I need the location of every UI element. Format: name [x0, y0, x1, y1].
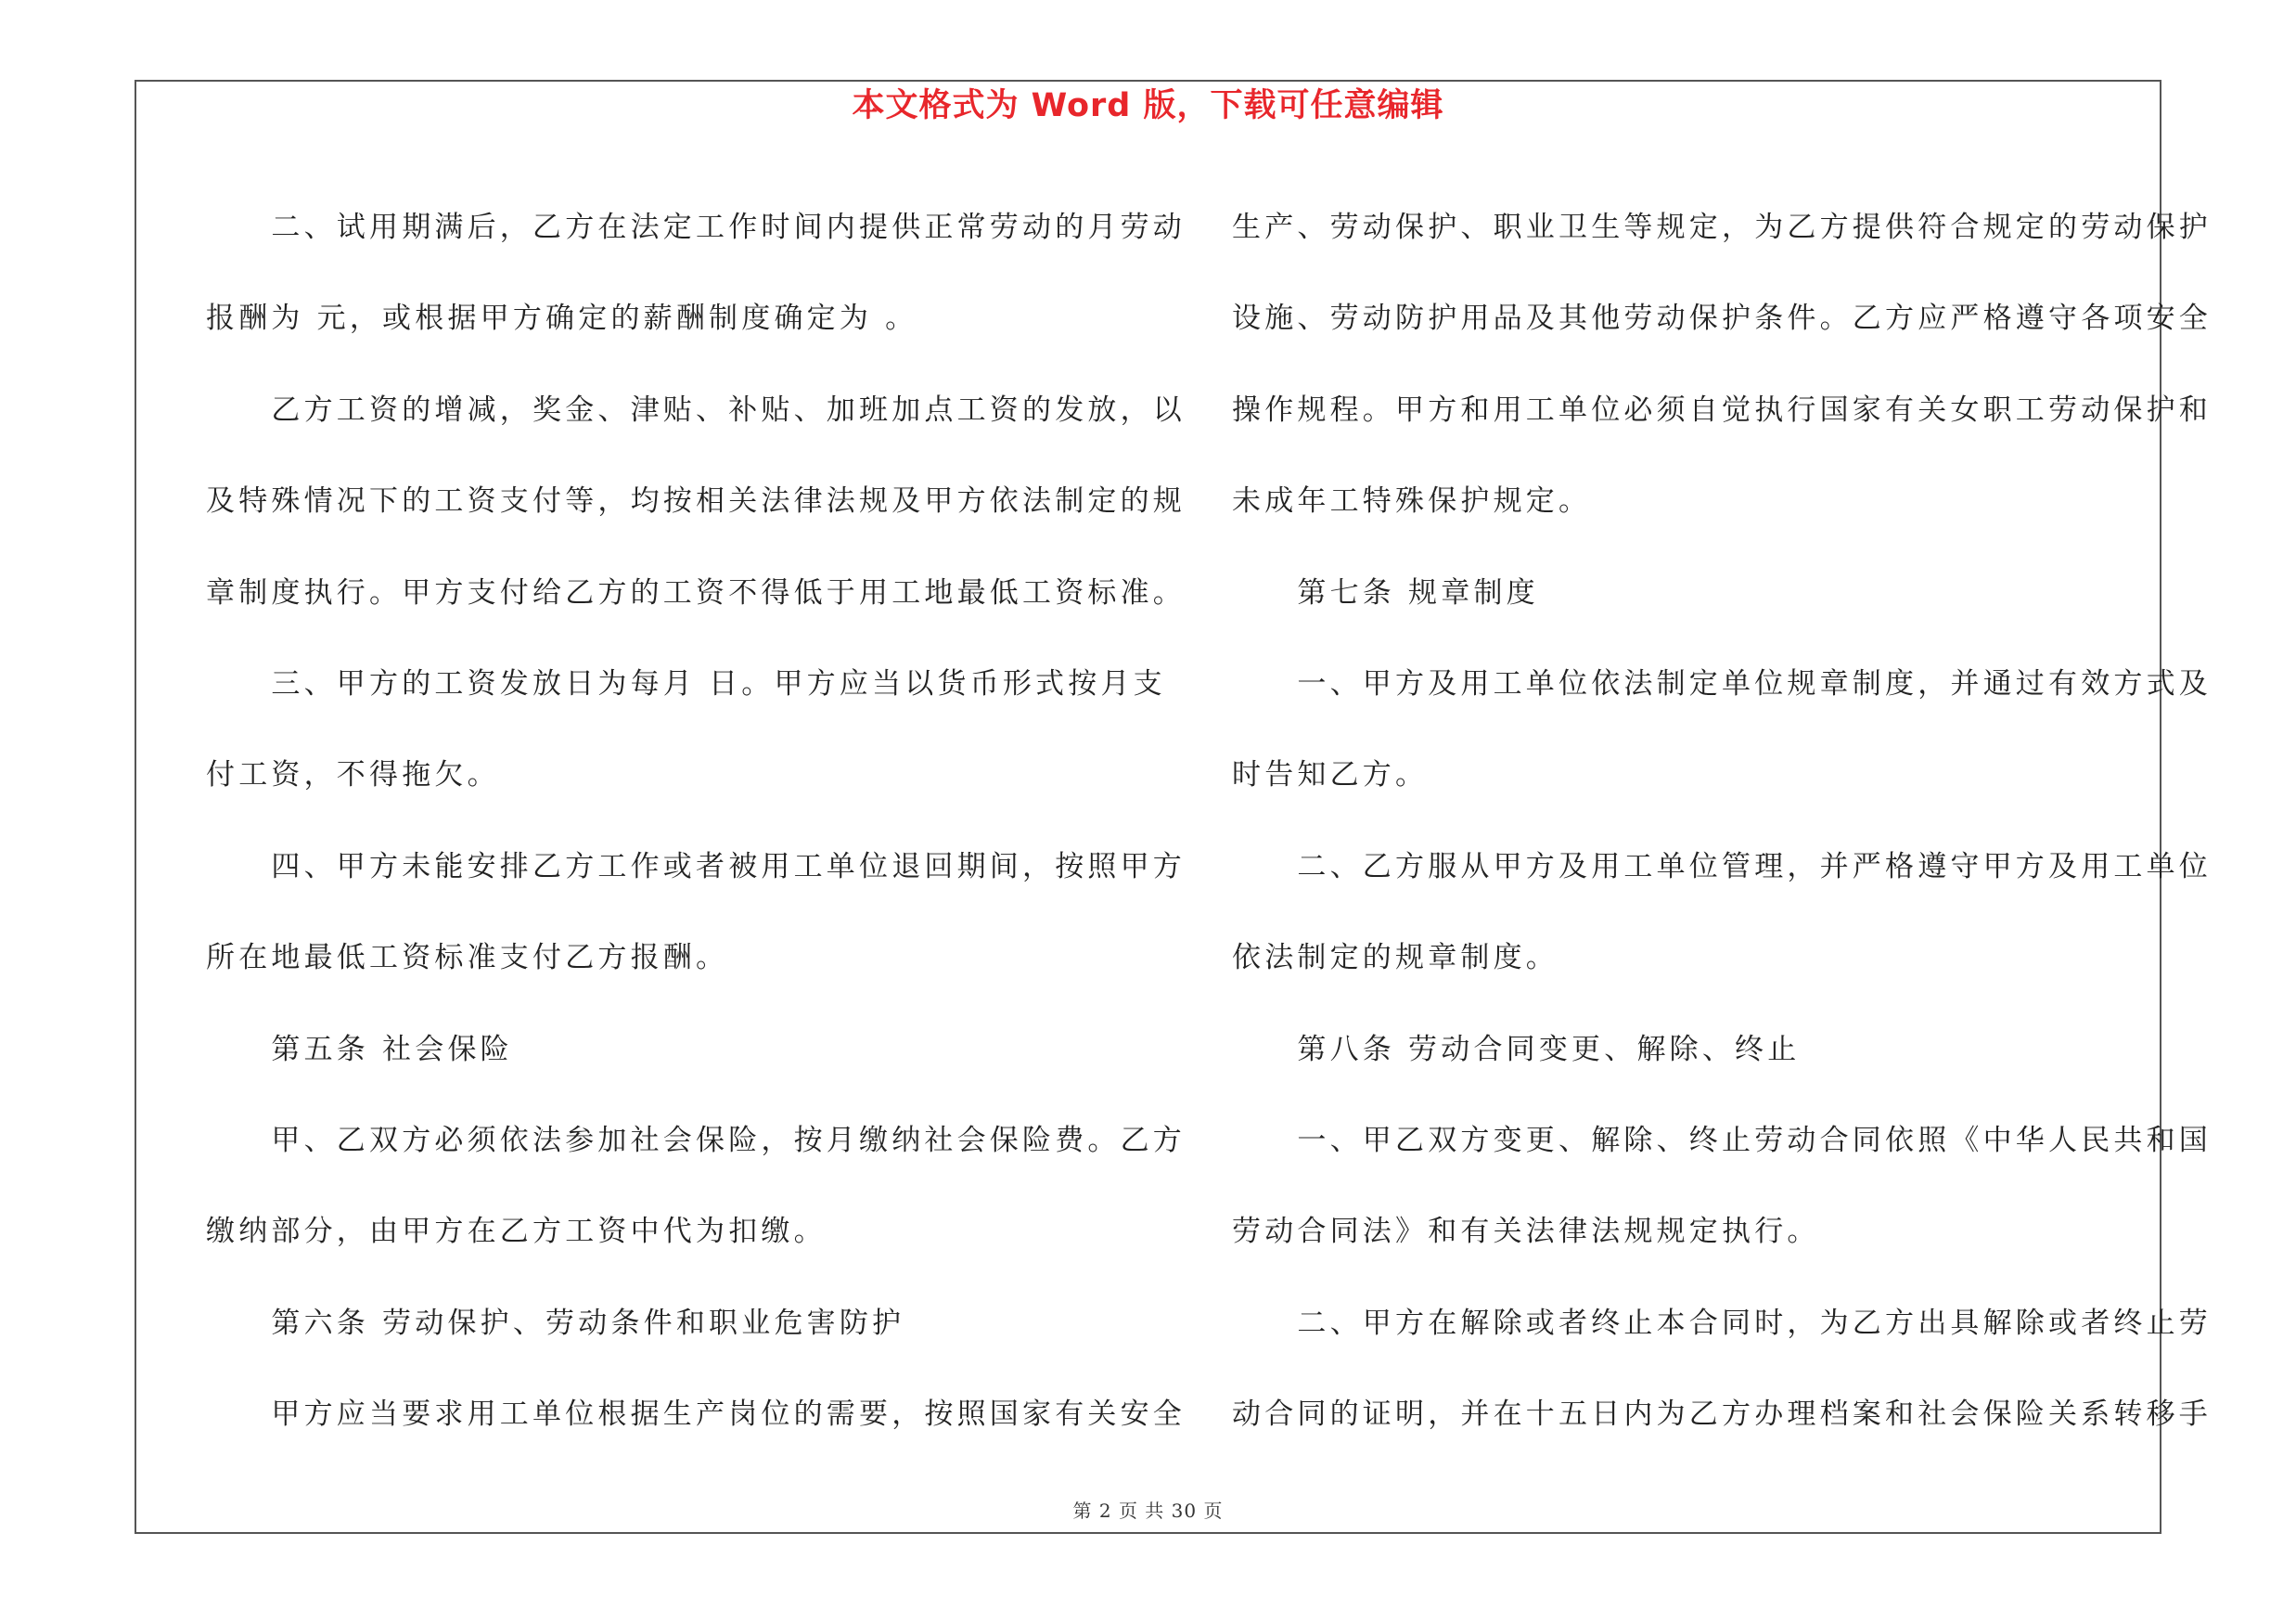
- text-line: 未成年工特殊保护规定。: [1232, 484, 1592, 519]
- text-line: 时告知乙方。: [1232, 758, 1429, 792]
- section-heading: 第五条 社会保险: [206, 1032, 513, 1066]
- text-line: 付工资，不得拖欠。: [206, 758, 500, 792]
- text-line: 章制度执行。甲方支付给乙方的工资不得低于用工地最低工资标准。: [206, 575, 1186, 610]
- text-line: 操作规程。甲方和用工单位必须自觉执行国家有关女职工劳动保护和: [1232, 393, 2212, 427]
- text-line: 缴纳部分，由甲方在乙方工资中代为扣缴。: [206, 1215, 827, 1249]
- text-line: 所在地最低工资标准支付乙方报酬。: [206, 941, 729, 975]
- section-heading: 第八条 劳动合同变更、解除、终止: [1232, 1032, 1801, 1066]
- text-line: 二、试用期满后，乙方在法定工作时间内提供正常劳动的月劳动: [206, 211, 1186, 244]
- text-line: 甲方应当要求用工单位根据生产岗位的需要，按照国家有关安全: [206, 1398, 1186, 1432]
- word-format-banner: 本文格式为 Word 版，下载可任意编辑: [852, 87, 1444, 124]
- page-number-footer: 第 2 页 共 30 页: [1072, 1500, 1224, 1522]
- right-column: [1232, 182, 2212, 1461]
- text-line: 设施、劳动防护用品及其他劳动保护条件。乙方应严格遵守各项安全: [1232, 302, 2212, 336]
- text-line: 一、甲乙双方变更、解除、终止劳动合同依照《中华人民共和国: [1232, 1124, 2212, 1158]
- text-line: 三、甲方的工资发放日为每月 日。甲方应当以货币形式按月支: [206, 667, 1166, 702]
- section-heading: 第六条 劳动保护、劳动条件和职业危害防护: [206, 1306, 905, 1340]
- section-heading: 第七条 规章制度: [1232, 575, 1539, 610]
- text-line: 一、甲方及用工单位依法制定单位规章制度，并通过有效方式及: [1232, 667, 2212, 702]
- text-line: 二、甲方在解除或者终止本合同时，为乙方出具解除或者终止劳: [1232, 1306, 2212, 1340]
- text-line: 甲、乙双方必须依法参加社会保险，按月缴纳社会保险费。乙方: [206, 1124, 1186, 1158]
- text-line: 劳动合同法》和有关法律法规规定执行。: [1232, 1215, 1820, 1249]
- text-line: 报酬为 元，或根据甲方确定的薪酬制度确定为 。: [206, 302, 918, 336]
- text-line: 四、甲方未能安排乙方工作或者被用工单位退回期间，按照甲方: [206, 849, 1186, 883]
- text-line: 乙方工资的增减，奖金、津贴、补贴、加班加点工资的发放，以: [206, 393, 1186, 427]
- text-line: 依法制定的规章制度。: [1232, 941, 1558, 975]
- text-line: 及特殊情况下的工资支付等，均按相关法律法规及甲方依法制定的规: [206, 484, 1186, 519]
- text-line: 二、乙方服从甲方及用工单位管理，并严格遵守甲方及用工单位: [1232, 849, 2212, 883]
- left-column: [206, 182, 1186, 1461]
- text-line: 动合同的证明，并在十五日内为乙方办理档案和社会保险关系转移手: [1232, 1398, 2212, 1432]
- text-line: 生产、劳动保护、职业卫生等规定，为乙方提供符合规定的劳动保护: [1232, 211, 2212, 244]
